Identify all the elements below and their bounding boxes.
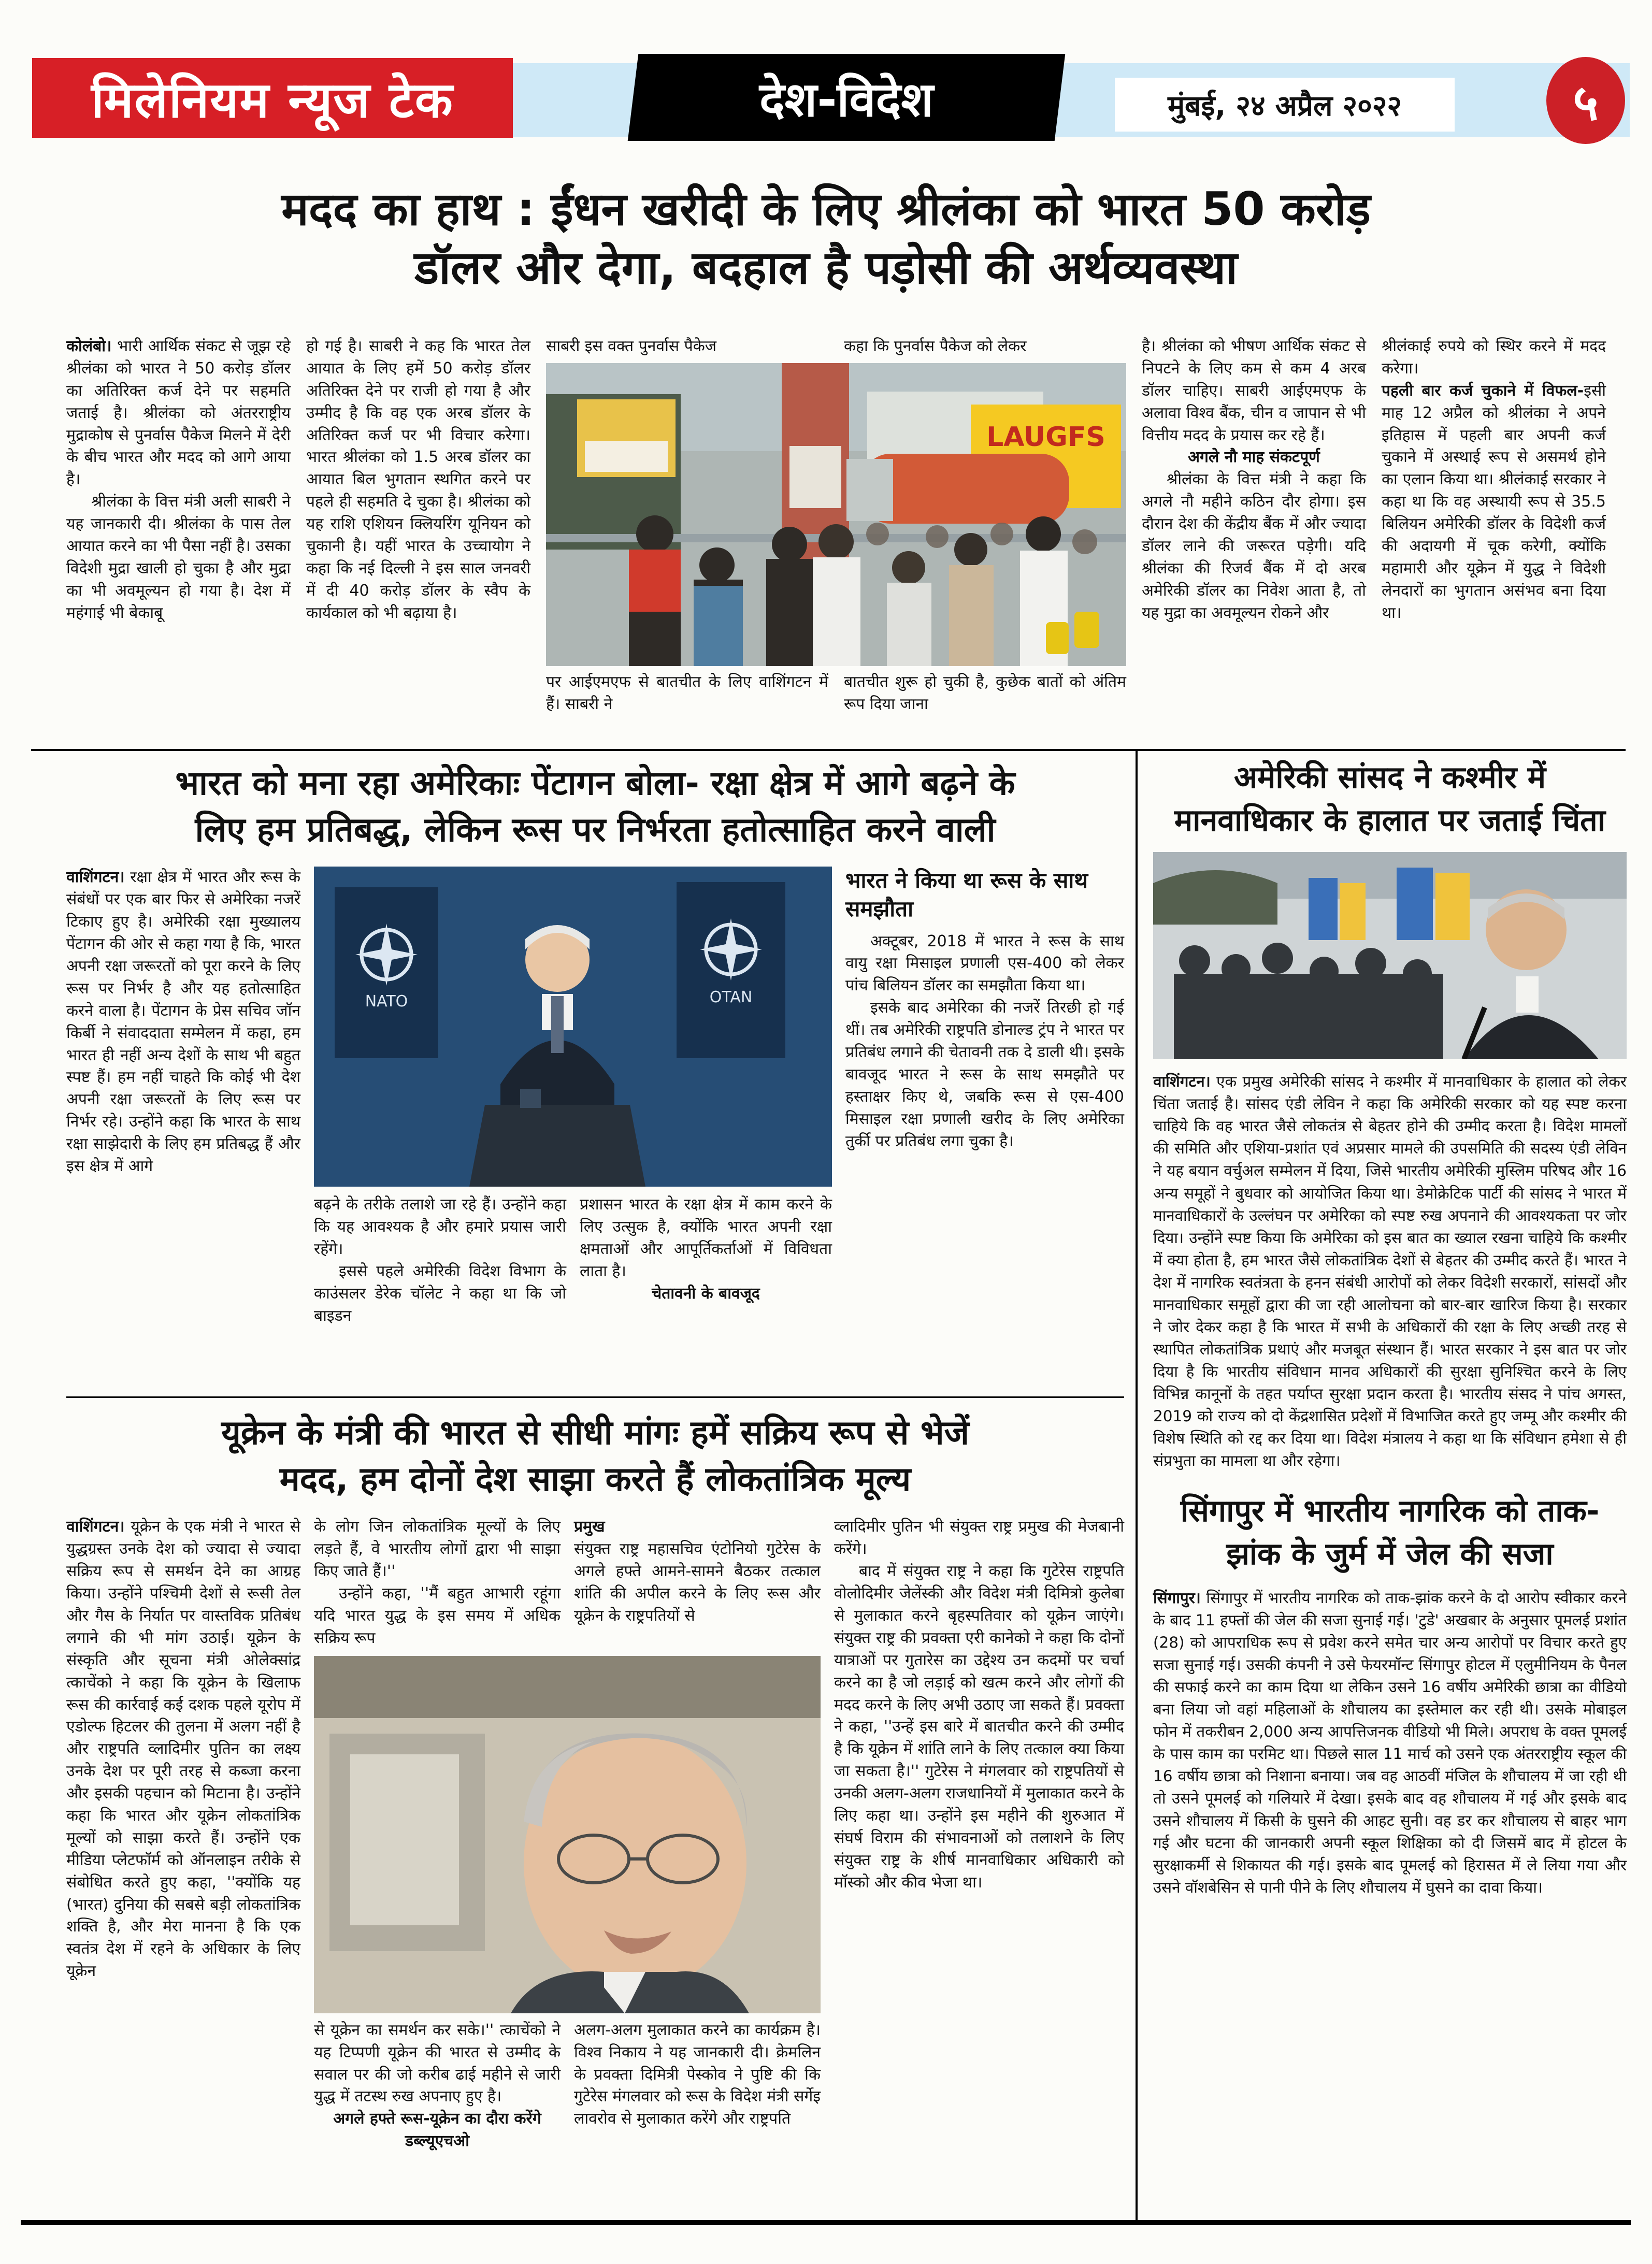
story4-col3-below [574, 2020, 821, 2153]
story1-col1-p1 [66, 336, 291, 491]
story2-below-left-p2: इससे पहले अमेरिकी विदेश विभाग के काउंसलर डेरेक चॉलेट ने कहा था कि जो बाइडन [314, 1262, 566, 1325]
story4 [66, 1410, 1124, 2153]
story5-body-text: सिंगापुर में भारतीय नागरिक को ताक-झांक करने के दो आरोप स्वीकार करने के बाद 11 हफ्तों की जेल की सजा सुनाई गई। 'टुडे' अखबार के अनुसार पूमलई प्रशांत (28) को आपराधिक रूप से प्रवेश करने समेत चार अन्य आरोपों पर विचार करते हुए सजा सुनाई गई। उसकी कंपनी ने उसे फेयरमॉन्ट सिंगापुर होटल में एलुमीनियम के पैनल की सफाई करने का काम दिया था लेकिन उसने 16 वर्षीय अमेरिकी छात्रा का वीडियो बना लिया जो वहां महिलाओं के शौचालय का इस्तेमाल कर रही थी। उसके मोबाइल फोन में तकरीबन 2,000 अन्य आपत्तिजनक वीडियो भी मिले। अपराध के वक्त पूमलई के पास काम का परमिट था। पिछले साल 11 मार्च को उसने एक अंतरराष्ट्रीय स्कूल की 16 वर्षीय छात्रा को निशाना बनाया। जब वह आठवीं मंजिल के शौचालय में जा रही थी तो उसने पूमलई को गलियारे में देखा। इसके बाद वह शौचालय में गई और इसके बाद उसने शौचालय में किसी के घुसने की आहट सुनी। वह डर कर शौचालय से बाहर भाग गई और घटना की जानकारी अपनी स्कूल शिक्षिका को दी जिसमें बाद में होटल के सुरक्षाकर्मी से शिकायत की गई। इसके बाद पूमलई को हिरासत में ले लिया गया और उसने वॉशबेसिन से पानी पीने के लिए शौचालय में घुसने का दावा किया। [1153, 1589, 1627, 1897]
story3-headline [1153, 756, 1627, 842]
story3-headline-line1: अमेरिकी सांसद ने कश्मीर में [1233, 759, 1546, 795]
story1-col5 [1142, 336, 1366, 716]
story2-subarticle [845, 867, 1124, 1327]
story2-below-right-subhead: चेतावनी के बावजूद [652, 1284, 760, 1303]
story4-col2-below [314, 2020, 561, 2153]
story2-dateline: वाशिंगटन। [66, 868, 125, 887]
story2-body [66, 867, 1124, 1327]
story1-body [66, 336, 1606, 716]
story5-headline-line2: झांक के जुर्म में जेल की सजा [1226, 1535, 1554, 1571]
story1-headline-line2: डॉलर और देगा, बदहाल है पड़ोसी की अर्थव्यवस्था [414, 240, 1238, 294]
story1-col6 [1382, 336, 1606, 716]
story4-col1-text: यूक्रेन के एक मंत्री ने भारत से युद्धग्रस्त उनके देश को ज्यादा से ज्यादा सक्रिय रूप से समर्थन देने का आग्रह किया। उन्होंने पश्चिमी देशों से रूसी तेल और गैस के निर्यात पर वास्तविक प्रतिबंध लगाने की भी मांग उठाई। यूक्रेन के संस्कृति और सूचना मंत्री ओलेक्सांद्र त्काचेंको ने कहा कि यूक्रेन के खिलाफ रूस की कार्रवाई कई दशक पहले यूरोप में एडोल्फ हिटलर की तुलना में अलग नहीं है और राष्ट्रपति व्लादिमीर पुतिन का लक्ष्य उनके देश पर पूरी तरह से कब्जा करना और इसकी पहचान को मिटाना है। उन्होंने कहा कि भारत और यूक्रेन लोकतांत्रिक मूल्यों को साझा करते हैं। उन्होंने एक मीडिया प्लेटफॉर्म को ऑनलाइन तरीके से संबोधित करते हुए कहा, ''क्योंकि यह (भारत) दुनिया की सबसे बड़ी लोकतांत्रिक शक्ति है, और मेरा मानना है कि एक स्वतंत्र देश में रहने के अधिकार के लिए यूक्रेन [66, 1518, 300, 1981]
date-box [1115, 78, 1455, 132]
story4-dateline: वाशिंगटन। [66, 1518, 125, 1536]
story4-col3-below-text: अलग-अलग मुलाकात करने का कार्यक्रम है। विश्व निकाय ने यह जानकारी दी। क्रेमलिन के प्रवक्ता दिमित्री पेस्कोव ने पुष्टि की कि गुटेरेस मंगलवार को रूस के विदेश मंत्री सर्गेइ लावरोव से मुलाकात करेंगे और राष्ट्रपति [574, 2021, 821, 2128]
story4-headline [66, 1410, 1124, 1503]
story1-col6-p2 [1382, 380, 1606, 625]
story2-subarticle-head: भारत ने किया था रूस के साथ समझौता [845, 868, 1088, 921]
photo-biden-nato-podium [314, 867, 832, 1187]
kashmir-photo-illustration [1153, 852, 1627, 1059]
story4-col1-p [66, 1516, 300, 1983]
story4-col3-top [574, 1516, 821, 1649]
story2-col1-p [66, 867, 300, 1177]
otan-flag-text: OTAN [709, 988, 753, 1007]
story4-middle-block [314, 1516, 821, 2153]
right-section [1153, 756, 1627, 1901]
story4-col3-subhead-cont: प्रमुख [574, 1518, 605, 1536]
story2-below-right-p1: प्रशासन भारत के रक्षा क्षेत्र में काम करने के लिए उत्सुक है, क्योंकि भारत अपनी रक्षा क्षमताओं और आपूर्तिकर्ताओं में विविधता लाता है। [580, 1195, 832, 1281]
story2-below-right [580, 1194, 832, 1327]
story2-subarticle-p2: इसके बाद अमेरिका की नजरें तिरछी हो गई थीं। तब अमेरिकी राष्ट्रपति डोनाल्ड ट्रंप ने भारत पर प्रतिबंध लगाने की चेतावनी तक दे डाली थी। इसके बावजूद भारत ने रूस के साथ समझौते पर हस्ताक्षर किए थे, जबकि रूस से एस-400 मिसाइल रक्षा प्रणाली खरीद के लिए अमेरिका तुर्की पर प्रतिबंध लगा चुका है। [845, 999, 1124, 1150]
story2-below-right-subhead-wrap [580, 1283, 832, 1305]
page-number-badge [1546, 57, 1625, 144]
story1-col5-subhead-wrap [1142, 446, 1366, 469]
story1-col2 [306, 336, 530, 716]
story1-photo-bottom-right: बातचीत शुरू हो चुकी है, कुछेक बातों को अंतिम रूप दिया जाना [844, 672, 1126, 713]
story2-belowphoto [314, 1194, 832, 1327]
paper-name: मिलेनियम न्यूज टेक [91, 72, 454, 129]
story1-headline [0, 180, 1652, 297]
story4-mid-top [314, 1516, 821, 1649]
biden-photo-illustration [314, 867, 832, 1187]
story4-col4-p2: बाद में संयुक्त राष्ट्र ने कहा कि गुटेरेस राष्ट्रपति वोलोदिमीर जेलेंस्की और विदेश मंत्री दिमित्रो कुलेबा से मुलाकात करने बृहस्पतिवार को यूक्रेन जाएंगे। संयुक्त राष्ट्र की प्रवक्ता एरी कानेको ने कहा कि दोनों यात्राओं पर गुतारेस का उद्देश्य उन कदमों पर चर्चा करने का है जो लड़ाई को खत्म करने और लोगों की मदद करने के लिए अभी उठाए जा सकते हैं। प्रवक्ता ने कहा, ''उन्हें इस बारे में बातचीत करने की उम्मीद है कि यूक्रेन में शांति लाने के लिए तत्काल क्या किया जा सकता है।'' गुटेरेस ने मंगलवार को राष्ट्रपतियों से उनकी अलग-अलग राजधानियों में मुलाकात करने के लिए कहा था। उन्होंने इस महीने की शुरुआत में संघर्ष विराम की संभावनाओं को तलाशने के लिए संयुक्त राष्ट्र के शीर्ष मानवाधिकार अधिकारी को मॉस्को और कीव भेजा था। [834, 1562, 1124, 1892]
tkachenko-photo-illustration [314, 1656, 821, 2013]
story1-headline-line1: मदद का हाथ : ईंधन खरीदी के लिए श्रीलंका को भारत 50 करोड़ [281, 182, 1371, 236]
photo-tkachenko [314, 1656, 821, 2013]
story5-headline-line1: सिंगापुर में भारतीय नागरिक को ताक- [1180, 1493, 1600, 1529]
divider-under-story1 [31, 749, 1626, 751]
photo-srilanka-fuel-queue [546, 363, 1126, 666]
section-banner [628, 54, 1066, 141]
story2-below-left-p1: बढ़ने के तरीके तलाशे जा रहे हैं। उन्होंने कहा कि यह आवश्यक है और हमारे प्रयास जारी रहेंगे। [314, 1195, 566, 1259]
story2-headline-line2: लिए हम प्रतिबद्ध, लेकिन रूस पर निर्भरता हतोत्साहित करने वाली [195, 810, 996, 849]
story1-col5-subhead: अगले नौ माह संकटपूर्ण [1188, 448, 1320, 467]
story4-body [66, 1516, 1124, 2153]
paper-logo [32, 58, 513, 138]
story1-col2-text: हो गई है। साबरी ने कह कि भारत तेल आयात के लिए हमें 50 करोड़ डॉलर अतिरिक्त देने पर राजी हो गया है और उम्मीद है कि वह एक अरब डॉलर के अतिरिक्त कर्ज पर भी विचार करेगा। भारत श्रीलंका को 1.5 अरब डॉलर का आयात बिल भुगतान स्थगित करने पर पहले ही सहमति दे चुका है। श्रीलंका को यह राशि एशियन क्लियरिंग यूनियन को चुकानी है। यहीं भारत के उच्चायोग ने कहा कि नई दिल्ली ने इस साल जनवरी में दी 40 करोड़ डॉलर के स्वैप के कार्यकाल को भी बढ़ाया है। [306, 337, 530, 622]
srilanka-photo-illustration [546, 363, 1126, 666]
story5-body-p [1153, 1587, 1627, 1899]
page-bottom-rule [21, 2220, 1631, 2225]
story1-photo-bottom-left: पर आईएमएफ से बातचीत के लिए वाशिंगटन में हैं। साबरी ने [546, 672, 828, 713]
nato-flag-text: NATO [365, 992, 408, 1011]
story1-dateline: कोलंबो। [66, 337, 112, 355]
photo-andy-levin-rally [1153, 852, 1627, 1059]
story5-body [1153, 1587, 1627, 1899]
story1-col5-p2: श्रीलंका के वित्त मंत्री ने कहा कि अगले नौ महीने कठिन दौर होगा। इस दौरान देश की केंद्रीय बैंक में और ज्यादा डॉलर लाने की जरूरत पड़ेगी। यदि श्रीलंका की रिजर्व बैंक में दो अरब अमेरिकी डॉलर का निवेश आता है, तो यह मुद्रा का अवमूल्यन रोकने और [1142, 470, 1366, 622]
story1-photo-block [546, 336, 1126, 716]
story2-col1 [66, 867, 300, 1327]
story3-body-text: एक प्रमुख अमेरिकी सांसद ने कश्मीर में मानवाधिकार के हालात को लेकर चिंता जताई है। सांसद एंडी लेविन ने कहा कि अमेरिकी सरकार को यह स्पष्ट करना चाहिये कि वह भारत जैसे लोकतंत्र से बेहतर होने की उम्मीद करता है। विदेश मामलों की समिति और एशिया-प्रशांत एवं अप्रसार मामले की उपसमिति की सदस्य एंडी लेविन ने यह बयान वर्चुअल सम्मेलन में दिया, जिसे भारतीय अमेरिकी मुस्लिम परिषद और 16 अन्य समूहों ने बुधवार को आयोजित किया था। डेमोक्रेटिक पार्टी की सांसद ने भारत में मानवाधिकारों के उल्लंघन पर अमेरिका को स्पष्ट रुख अपनाने की आवश्यकता पर जोर दिया। उन्होंने स्पष्ट किया कि अमेरिका को इस बात का ख्याल रखना चाहिये कि कश्मीर में क्या होता है, हम भारत जैसे लोकतांत्रिक देशों से बेहतर की उम्मीद करते हैं। भारत ने देश में नागरिक स्वतंत्रता के हनन संबंधी आरोपों को लेकर विदेशी सरकारों, सांसदों और मानवाधिकार समूहों द्वारा की जा रही आलोचना को बार-बार खारिज किया है। सरकार ने जोर देकर कहा है कि भारत में सभी के अधिकारों की रक्षा के लिए अच्छी तरह से स्थापित लोकतांत्रिक प्रथाएं और मजबूत संस्थान हैं। भारत सरकार ने इस बात पर जोर दिया है कि भारतीय संविधान मानव अधिकारों की सुरक्षा सुनिश्चित करने के लिए विभिन्न कानूनों के तहत पर्याप्त सुरक्षा प्रदान करता है। भारतीय संसद ने पांच अगस्त, 2019 को राज्य को दो केंद्रशासित प्रदेशों में विभाजित करते हुए जम्मू और कश्मीर की विशेष स्थिति को रद्द कर दिया था। विदेश मंत्रालय ने कहा था कि संविधान हमेशा से ही संप्रभुता का मामला था और रहेगा। [1153, 1073, 1627, 1470]
story1-col6-text2: इसी माह 12 अप्रैल को श्रीलंका ने अपने इतिहास में पहली बार अपनी कर्ज चुकाने में अस्थाई रूप से असमर्थ होने का एलान किया था। श्रीलंकाई सरकार ने कहा था कि वह अस्थायी रूप से 35.5 बिलियन अमेरिकी डॉलर के विदेशी कर्ज की अदायगी में चूक करेगी, क्योंकि महामारी और यूक्रेन में युद्ध ने विदेशी लेनदारों का भुगतान असंभव बना दिया था। [1382, 381, 1606, 622]
story4-col2-below-subhead: अगले हफ्ते रूस-यूक्रेन का दौरा करेंगे डब्ल्यूएचओ [333, 2110, 541, 2151]
story5-dateline: सिंगापुर। [1153, 1589, 1201, 1607]
story1-col1-text1: भारी आर्थिक संकट से जूझ रहे श्रीलंका को भारत ने 50 करोड़ डॉलर का अतिरिक्त कर्ज देने पर सहमति जताई है। श्रीलंका को अंतरराष्ट्रीय मुद्राकोष से पुनर्वास पैकेज मिलने में देरी के बीच भारत और मदद को आगे आया है। [66, 337, 291, 489]
story4-col2-below-subhead-wrap [314, 2108, 561, 2153]
story3-body [1153, 1071, 1627, 1472]
story2-below-left [314, 1194, 566, 1327]
story1-photo-top-right: कहा कि पुनर्वास पैकेज को लेकर [844, 337, 1027, 355]
page-number: ५ [1573, 75, 1599, 132]
story2-col1-text: रक्षा क्षेत्र में भारत और रूस के संबंधों पर एक बार फिर से अमेरिका नजरें टिकाए हुए है। अमेरिकी रक्षा मुख्यालय पेंटागन की ओर से कहा गया है कि, भारत अपनी रक्षा जरूरतों को पूरा करने के लिए रूस पर निर्भर है और यह हतोत्साहित करने वाला है। पेंटागन के प्रेस सचिव जॉन किर्बी ने संवाददाता सम्मेलन में कहा, हम भारत ही नहीं अन्य देशों के साथ भी बहुत स्पष्ट हैं। हम नहीं चाहते कि कोई भी देश अपनी रक्षा जरूरतों के लिए रूस पर निर्भर रहे। उन्होंने कहा कि भारत के साथ रक्षा साझेदारी के लिए हम प्रतिबद्ध हैं और इस क्षेत्र में आगे [66, 868, 300, 1175]
section-name: देश-विदेश [759, 71, 933, 127]
story1-col1-p2: श्रीलंका के वित्त मंत्री अली साबरी ने यह जानकारी दी। श्रीलंका के पास तेल आयात करने का भी पैसा नहीं है। उसका विदेशी मुद्रा खाली हो चुका है और मुद्रा का भी अवमूल्यन हो गया है। देश में महंगाई भी बेकाबू [66, 493, 291, 622]
story3-headline-line2: मानवाधिकार के हालात पर जताई चिंता [1174, 802, 1606, 838]
story2 [66, 760, 1124, 1328]
story3-body-p [1153, 1071, 1627, 1472]
story4-mid-bottom [314, 2020, 821, 2153]
story5-headline [1153, 1490, 1627, 1575]
story1-photo-bottomline [546, 671, 1126, 716]
story4-col4-p1: व्लादिमीर पुतिन भी संयुक्त राष्ट्र प्रमुख की मेजबानी करेंगे। [834, 1518, 1124, 1559]
story2-headline-line1: भारत को मना रहा अमेरिकाः पेंटागन बोला- रक्षा क्षेत्र में आगे बढ़ने के [175, 764, 1015, 803]
story4-col3-p [574, 1516, 821, 1627]
story4-col1 [66, 1516, 300, 2153]
story4-col2-p2: उन्होंने कहा, ''मैं बहुत आभारी रहूंगा यदि भारत युद्ध के इस समय में अधिक सक्रिय रूप [314, 1584, 561, 1647]
story4-headline-line2: मदद, हम दोनों देश साझा करते हैं लोकतांत्रिक मूल्य [279, 1460, 911, 1499]
story1-col6-subhead: पहली बार कर्ज चुकाने में विफल- [1382, 381, 1584, 400]
story4-col2-below-text: से यूक्रेन का समर्थन कर सके।'' त्काचेंको ने यह टिप्पणी यूक्रेन की भारत से उम्मीद के सवाल पर की जो करीब ढाई महीने से जारी युद्ध में तटस्थ रुख अपनाए हुए है। [314, 2021, 561, 2106]
story2-subarticle-p1: अक्टूबर, 2018 में भारत ने रूस के साथ वायु रक्षा मिसाइल प्रणाली एस-400 को लेकर पांच बिलियन डॉलर का समझौता किया था। [845, 932, 1124, 995]
story1-photo-topline [546, 336, 1126, 358]
laugfs-sign-text: LAUGFS [986, 421, 1105, 453]
story1-col6-p1: श्रीलंकाई रुपये को स्थिर करने में मदद करेगा। [1382, 337, 1606, 378]
story2-photo-block [314, 867, 832, 1327]
date-line: मुंबई, २४ अप्रैल २०२२ [1168, 89, 1402, 122]
story4-col2-top [314, 1516, 561, 1649]
story4-col3-text: संयुक्त राष्ट्र महासचिव एंटोनियो गुटेरेस के अगले हफ्ते आमने-सामने बैठकर तत्काल शांति की अपील करने के लिए रूस और यूक्रेन के राष्ट्रपतियों से [574, 1540, 821, 1625]
story4-col2-p1: के लोग जिन लोकतांत्रिक मूल्यों के लिए लड़ते हैं, वे भारतीय लोगों द्वारा भी साझा किए जाते हैं।'' [314, 1518, 561, 1581]
story1-col1 [66, 336, 291, 716]
divider-under-story2 [66, 1396, 1124, 1398]
story4-headline-line1: यूक्रेन के मंत्री की भारत से सीधी मांगः हमें सक्रिय रूप से भेजें [221, 1414, 969, 1452]
story1-photo-top-left: साबरी इस वक्त पुनर्वास पैकेज [546, 337, 716, 355]
story4-col4 [834, 1516, 1124, 2153]
vertical-divider [1136, 751, 1138, 2222]
story3-dateline: वाशिंगटन। [1153, 1073, 1211, 1091]
story2-headline [66, 760, 1124, 853]
story1-col5-p1: है। श्रीलंका को भीषण आर्थिक संकट से निपटने के लिए कम से कम 4 अरब डॉलर चाहिए। साबरी आईएमएफ के अलावा विश्व बैंक, चीन व जापान से भी वित्तीय मदद के प्रयास कर रहे हैं। [1142, 337, 1366, 444]
